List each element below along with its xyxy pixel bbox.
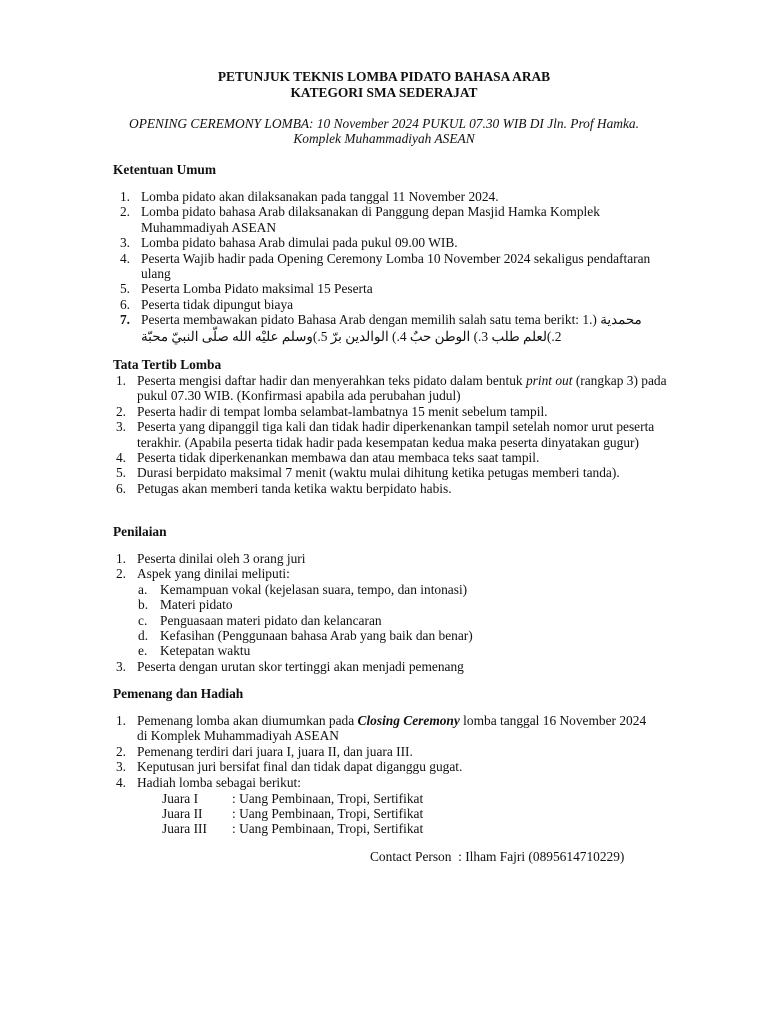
- list-item-number: 2.: [115, 743, 126, 759]
- list-item: [113, 551, 673, 566]
- list-item-number: 3.: [119, 235, 130, 251]
- list-item: [113, 775, 653, 790]
- list-item-number: 1.: [115, 713, 126, 728]
- list-item-text: Lomba pidato bahasa Arab dimulai pada pukul 09.00 WIB.: [141, 235, 458, 251]
- list-item: [113, 297, 663, 312]
- sub-list-item: [138, 613, 673, 628]
- sub-list-item: [138, 582, 673, 597]
- penilaian-list: [113, 551, 673, 674]
- list-item: [113, 481, 678, 496]
- list-item-text: Pemenang lomba akan diumumkan pada: [137, 713, 358, 728]
- list-item-text: (rangkap 3) pada pukul 07.30 WIB. (Konfirmasi apabila ada perubahan judul): [137, 373, 667, 404]
- list-item: [113, 450, 678, 465]
- list-item: [113, 404, 678, 419]
- list-item-text: Peserta Wajib hadir pada Opening Ceremony Lomba 10 November 2024 sekaligus pendaftaran ulang: [141, 250, 651, 282]
- list-item-number: 2.: [115, 566, 126, 582]
- list-item-number: 4.: [115, 450, 126, 466]
- list-item-text: Pemenang terdiri dari juara I, juara II, dan juara III.: [137, 743, 413, 759]
- list-item-text: Durasi berpidato maksimal 7 menit (waktu mulai dihitung ketika petugas memberi tanda).: [137, 465, 620, 481]
- sub-list-item-text: Kemampuan vokal (kejelasan suara, tempo, dan intonasi): [160, 581, 468, 597]
- list-item-number: 2.: [119, 204, 130, 220]
- list-item-text: Peserta membawakan pidato Bahasa Arab dengan memilih salah satu tema berikt: 1.) محمدية: [141, 312, 642, 328]
- list-item: [113, 713, 653, 744]
- list-item-text: Peserta tidak dipungut biaya: [141, 296, 294, 312]
- list-item-number: 6.: [115, 480, 126, 496]
- prize-row-juara-2: [162, 806, 423, 821]
- list-item: [113, 659, 673, 674]
- list-item-text: Peserta dinilai oleh 3 orang juri: [137, 551, 306, 566]
- list-item-number: 5.: [115, 465, 126, 481]
- list-item-number: 4.: [115, 774, 126, 790]
- list-item-text: Peserta Lomba Pidato maksimal 15 Peserta: [141, 281, 373, 297]
- list-item: [113, 189, 663, 204]
- list-item: [113, 759, 653, 774]
- list-item-text-wrap: [126, 373, 678, 404]
- list-item: [113, 373, 678, 404]
- opening-ceremony-line-1: OPENING CEREMONY LOMBA: 10 November 2024 PUKUL 07.30 WIB DI Jln. Prof Hamka.: [129, 116, 639, 131]
- list-item-number: 5.: [119, 281, 130, 297]
- arabic-themes-line: 2.)لعلم طلب 3.) الوطن حبٌ 4.) الوالدين برّ 5.)وسلم عليْه الله صلّى النبيّ محبّة: [141, 328, 562, 344]
- prize-rank: Juara I: [162, 791, 199, 806]
- prize-row-juara-3: [162, 821, 423, 836]
- prize-rank: Juara III: [162, 821, 207, 836]
- sub-list-item: [138, 643, 673, 658]
- prize-value: : Uang Pembinaan, Tropi, Sertifikat: [232, 791, 424, 806]
- list-item-number: 3.: [115, 658, 126, 674]
- list-item: [113, 566, 673, 581]
- tata-tertib-list: [113, 373, 678, 496]
- pemenang-list: [113, 713, 653, 790]
- section-heading-penilaian: Penilaian: [113, 524, 167, 539]
- list-item-text-wrap: [126, 713, 653, 744]
- list-item-number: 2.: [115, 403, 126, 419]
- section-heading-ketentuan-umum: Ketentuan Umum: [113, 162, 217, 177]
- sub-list-item-text: Ketepatan waktu: [160, 643, 251, 659]
- sub-list-item: [138, 628, 673, 643]
- list-item-text: Lomba pidato akan dilaksanakan pada tanggal 11 November 2024.: [141, 189, 499, 204]
- list-item-text: Peserta yang dipanggil tiga kali dan tidak hadir diperkenankan tampil setelah nomor urut peserta terakhir. (Apabila peserta tidak hadir pada kesempatan kedua maka peserta dinyatakan gugur): [137, 419, 655, 450]
- list-item-number: 1.: [115, 551, 126, 566]
- list-item-number: 7.: [119, 312, 130, 328]
- prize-value: : Uang Pembinaan, Tropi, Sertifikat: [232, 821, 424, 836]
- list-item-text: lomba tanggal 16 November 2024 di Komplek Muhammadiyah ASEAN: [137, 713, 647, 744]
- list-item-number: 1.: [119, 189, 130, 204]
- section-heading-pemenang: Pemenang dan Hadiah: [113, 686, 244, 701]
- contact-person: Contact Person : Ilham Fajri (0895614710229): [370, 849, 625, 864]
- list-item-text: Keputusan juri bersifat final dan tidak dapat diganggu gugat.: [137, 759, 463, 775]
- sub-list-item-letter: c.: [138, 612, 148, 628]
- sub-list-item-letter: b.: [138, 597, 149, 613]
- list-item-number: 4.: [119, 250, 130, 266]
- list-item-text: Peserta tidak diperkenankan membawa dan atau membaca teks saat tampil.: [137, 450, 540, 466]
- list-item-number: 1.: [115, 373, 126, 388]
- opening-ceremony-line-2: Komplek Muhammadiyah ASEAN: [293, 131, 475, 146]
- sub-list-item-text: Penguasaan materi pidato dan kelancaran: [160, 612, 382, 628]
- list-item-text: Lomba pidato bahasa Arab dilaksanakan di Panggung depan Masjid Hamka Komplek Muhammadiyah ASEAN: [141, 204, 600, 235]
- prize-value: : Uang Pembinaan, Tropi, Sertifikat: [232, 806, 424, 821]
- prize-row-juara-1: [162, 791, 423, 806]
- sub-list-item: [138, 597, 673, 612]
- list-item: [113, 251, 663, 282]
- list-item-number: 3.: [115, 419, 126, 435]
- list-item: [113, 281, 663, 296]
- sub-list-item-letter: d.: [138, 628, 149, 644]
- list-item-number: 6.: [119, 296, 130, 312]
- list-item: [113, 419, 678, 450]
- closing-ceremony-emphasis: Closing Ceremony: [357, 713, 460, 728]
- sub-list-item-text: Materi pidato: [160, 597, 233, 613]
- list-item: [113, 465, 678, 480]
- list-item-text: Peserta hadir di tempat lomba selambat-lambatnya 15 menit sebelum tampil.: [137, 403, 548, 419]
- sub-list-item-letter: e.: [138, 643, 148, 659]
- sub-list-item-text: Kefasihan (Penggunaan bahasa Arab yang baik dan benar): [160, 628, 473, 644]
- list-item-text: Petugas akan memberi tanda ketika waktu berpidato habis.: [137, 480, 452, 496]
- prize-rank: Juara II: [162, 806, 203, 821]
- list-item: [113, 204, 663, 235]
- list-item-text: Peserta dengan urutan skor tertinggi akan menjadi pemenang: [137, 658, 464, 674]
- section-heading-tata-tertib: Tata Tertib Lomba: [113, 357, 222, 372]
- sub-list-item-letter: a.: [138, 581, 148, 597]
- print-out-emphasis: print out: [525, 373, 573, 388]
- list-item: [113, 235, 663, 250]
- list-item-text-wrap: [130, 312, 663, 344]
- list-item-text: Aspek yang dinilai meliputi:: [137, 566, 290, 582]
- list-item: [113, 744, 653, 759]
- list-item-text: Hadiah lomba sebagai berikut:: [137, 774, 301, 790]
- document-title-line-1: PETUNJUK TEKNIS LOMBA PIDATO BAHASA ARAB: [217, 69, 551, 84]
- ketentuan-umum-list: [113, 189, 663, 344]
- aspect-sublist: [113, 582, 673, 659]
- list-item: [113, 312, 663, 344]
- list-item-number: 3.: [115, 759, 126, 775]
- list-item-text: Peserta mengisi daftar hadir dan menyerahkan teks pidato dalam bentuk: [137, 373, 526, 388]
- document-title-line-2: KATEGORI SMA SEDERAJAT: [290, 85, 478, 100]
